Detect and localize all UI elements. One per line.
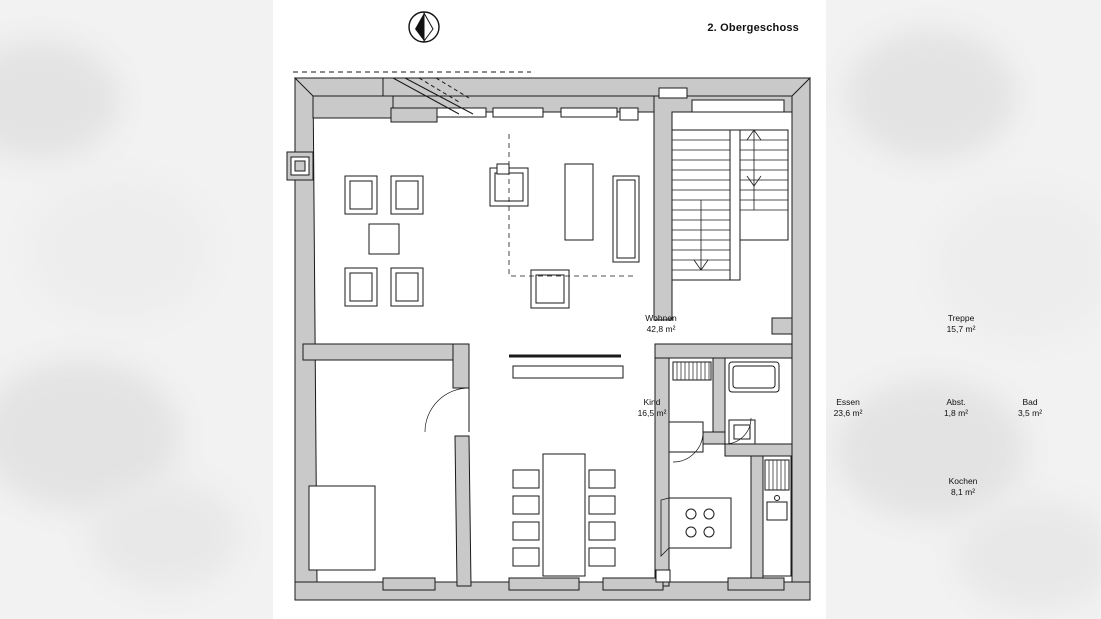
room-label-kind: Kind 16,5 m² <box>637 397 667 418</box>
room-label-essen: Essen 23,6 m² <box>833 397 863 418</box>
floor-plan-sheet <box>273 0 1043 619</box>
background-blur-right <box>826 0 1101 619</box>
room-label-wohnen: Wohnen 42,8 m² <box>645 313 677 334</box>
room-label-treppe: Treppe 15,7 m² <box>946 313 976 334</box>
room-label-bad: Bad 3,5 m² <box>1017 397 1043 418</box>
room-label-kochen: Kochen 8,1 m² <box>948 476 978 497</box>
page-title: 2. Obergeschoss <box>707 22 799 34</box>
floor-plan-drawing <box>273 0 826 619</box>
room-label-abst: Abst. 1,8 m² <box>943 397 969 418</box>
north-arrow-icon <box>405 8 443 46</box>
background-blur-left <box>0 0 273 619</box>
